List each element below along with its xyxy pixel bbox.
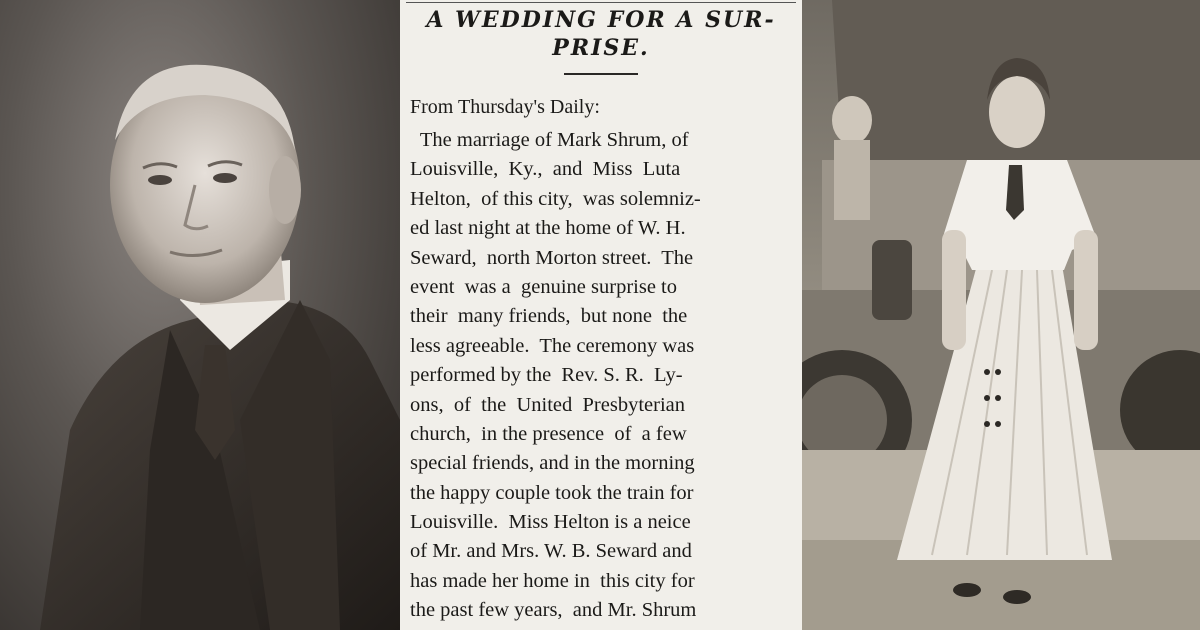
article-line (410, 302, 792, 331)
article-line-text: has made her home in this city for (410, 569, 695, 592)
article-line-text: Louisville. Miss Helton is a neice (410, 511, 691, 534)
man-portrait-image (0, 0, 400, 630)
article-line (410, 244, 792, 273)
article-line (410, 155, 792, 184)
article-line (410, 508, 792, 537)
article-line (410, 126, 792, 155)
article-line (410, 391, 792, 420)
article-byline: From Thursday's Daily: (410, 96, 600, 118)
article-line (410, 449, 792, 478)
article-line-text: the happy couple took the train for (410, 481, 694, 504)
headline-line-1: A WEDDING FOR A SUR- (426, 7, 776, 33)
article-line-text: their many friends, but none the (410, 305, 688, 328)
article-line (410, 479, 792, 508)
article-line-text: ons, of the United Presbyterian (410, 393, 685, 416)
article-line (410, 567, 792, 596)
headline-line-2: PRISE. (552, 35, 650, 61)
portrait-photo-man (0, 0, 400, 630)
article-line-text: Helton, of this city, was solemniz- (410, 187, 701, 210)
article-line (410, 537, 792, 566)
woman-car-image (802, 0, 1200, 630)
headline-divider (564, 73, 638, 75)
article-line-text: less agreeable. The ceremony was (410, 334, 695, 357)
article-line-text: event was a genuine surprise to (410, 275, 677, 298)
article-line (410, 185, 792, 214)
photo-woman-by-car (802, 0, 1200, 630)
article-body (410, 126, 792, 626)
article-line-text: ed last night at the home of W. H. (410, 217, 686, 240)
article-line (410, 361, 792, 390)
article-line (410, 420, 792, 449)
top-rule (406, 2, 796, 3)
article-line (410, 332, 792, 361)
article-line (410, 273, 792, 302)
article-line-text: performed by the Rev. S. R. Ly- (410, 364, 683, 387)
newspaper-clipping (400, 0, 802, 630)
article-line-text: Louisville, Ky., and Miss Luta (410, 158, 681, 181)
article-line-text: the past few years, and Mr. Shrum (410, 599, 697, 622)
article-line (410, 214, 792, 243)
article-line-text: of Mr. and Mrs. W. B. Seward and (410, 540, 692, 563)
article-line-text: church, in the presence of a few (410, 422, 687, 445)
article-line-text: special friends, and in the morning (410, 452, 695, 475)
article-line-text: The marriage of Mark Shrum, of (410, 129, 689, 151)
article-line-text: Seward, north Morton street. The (410, 246, 694, 269)
article-line (410, 596, 792, 625)
